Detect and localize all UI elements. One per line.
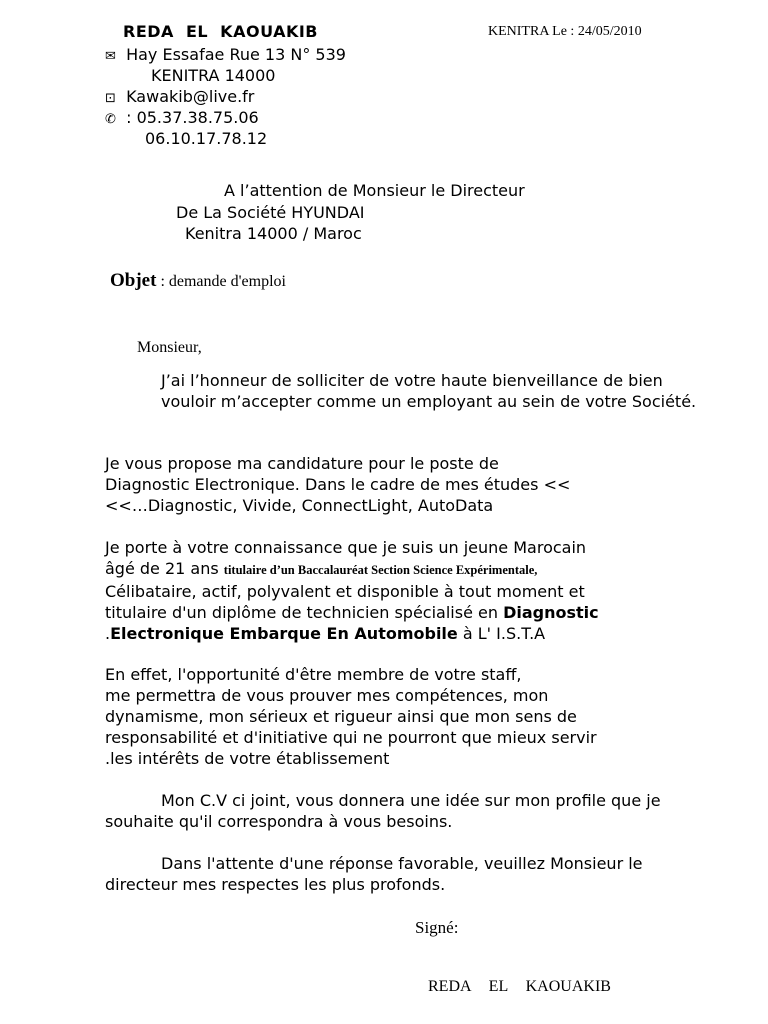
paragraph-6-text: Dans l'attente d'une réponse favorable, veuillez Monsieur le directeur mes respectes les plus profonds. [105,854,643,894]
date-line: KENITRA Le : 24/05/2010 [488,24,642,39]
recipient-line-3: Kenitra 14000 / Maroc [185,224,362,243]
envelope-icon: ✉ [105,49,116,64]
paragraph-2-line-1: Je vous propose ma candidature pour le poste de [105,454,499,473]
signature-label: Signé: [415,918,459,937]
paragraph-4 [105,664,705,769]
paragraph-4-line-5: .les intérêts de votre établissement [105,749,390,768]
recipient-line-1: A l’attention de Monsieur le Directeur [224,181,525,200]
paragraph-2-line-3: <<…Diagnostic, Vivide, ConnectLight, AutoData [105,496,494,515]
paragraph-3-line-2: âgé de 21 ans titulaire d’un Baccalauréat Section Science Expérimentale, [105,559,538,578]
subject-text: : demande d'emploi [156,273,286,290]
subject-label: Objet [110,270,157,291]
salutation: Monsieur, [137,339,202,356]
paragraph-2-line-2: Diagnostic Electronique. Dans le cadre de mes études << [105,475,571,494]
paragraph-4-line-2: me permettra de vous prouver mes compétences, mon [105,686,549,705]
email-text: Kawakib@live.fr [126,87,255,106]
paragraph-1-text: J’ai l’honneur de solliciter de votre haute bienveillance de bien vouloir m’accepter comme un employant au sein de votre Société. [161,371,697,411]
paragraph-2 [105,453,705,516]
signature-name: REDA EL KAOUAKIB [428,978,611,995]
phone-line [105,108,259,127]
paragraph-5-text: Mon C.V ci joint, vous donnera une idée sur mon profile que je souhaite qu'il correspondra à vous besoins. [105,791,661,831]
city-line: KENITRA 14000 [151,66,276,85]
phone-text: : 05.37.38.75.06 [126,108,259,127]
paragraph-4-line-4: responsabilité et d'initiative qui ne pourront que mieux servir [105,728,597,747]
sender-name: REDA EL KAOUAKIB [123,22,318,41]
paragraph-3-line-1: Je porte à votre connaissance que je suis un jeune Marocain [105,538,587,557]
mail-icon: ⊡ [105,91,116,106]
paragraph-3-line-3: Célibataire, actif, polyvalent et disponible à tout moment et [105,582,585,601]
paragraph-3-line-5: .Electronique Embarque En Automobile à L' I.S.T.A [105,624,546,643]
paragraph-3-line-4: titulaire d'un diplôme de technicien spécialisé en Diagnostic [105,603,599,622]
address-text: Hay Essafae Rue 13 N° 539 [126,45,346,64]
paragraph-5 [105,790,705,832]
recipient-line-2: De La Société HYUNDAI [176,203,365,222]
subject-line [110,270,286,292]
paragraph-3 [105,537,705,644]
address-line [105,45,346,64]
email-line [105,87,254,106]
phone-icon: ✆ [105,112,116,127]
phone-line-2: 06.10.17.78.12 [145,129,268,148]
paragraph-1 [105,370,705,412]
paragraph-4-line-1: En effet, l'opportunité d'être membre de votre staff, [105,665,522,684]
paragraph-6 [105,853,705,895]
paragraph-4-line-3: dynamisme, mon sérieux et rigueur ainsi que mon sens de [105,707,577,726]
